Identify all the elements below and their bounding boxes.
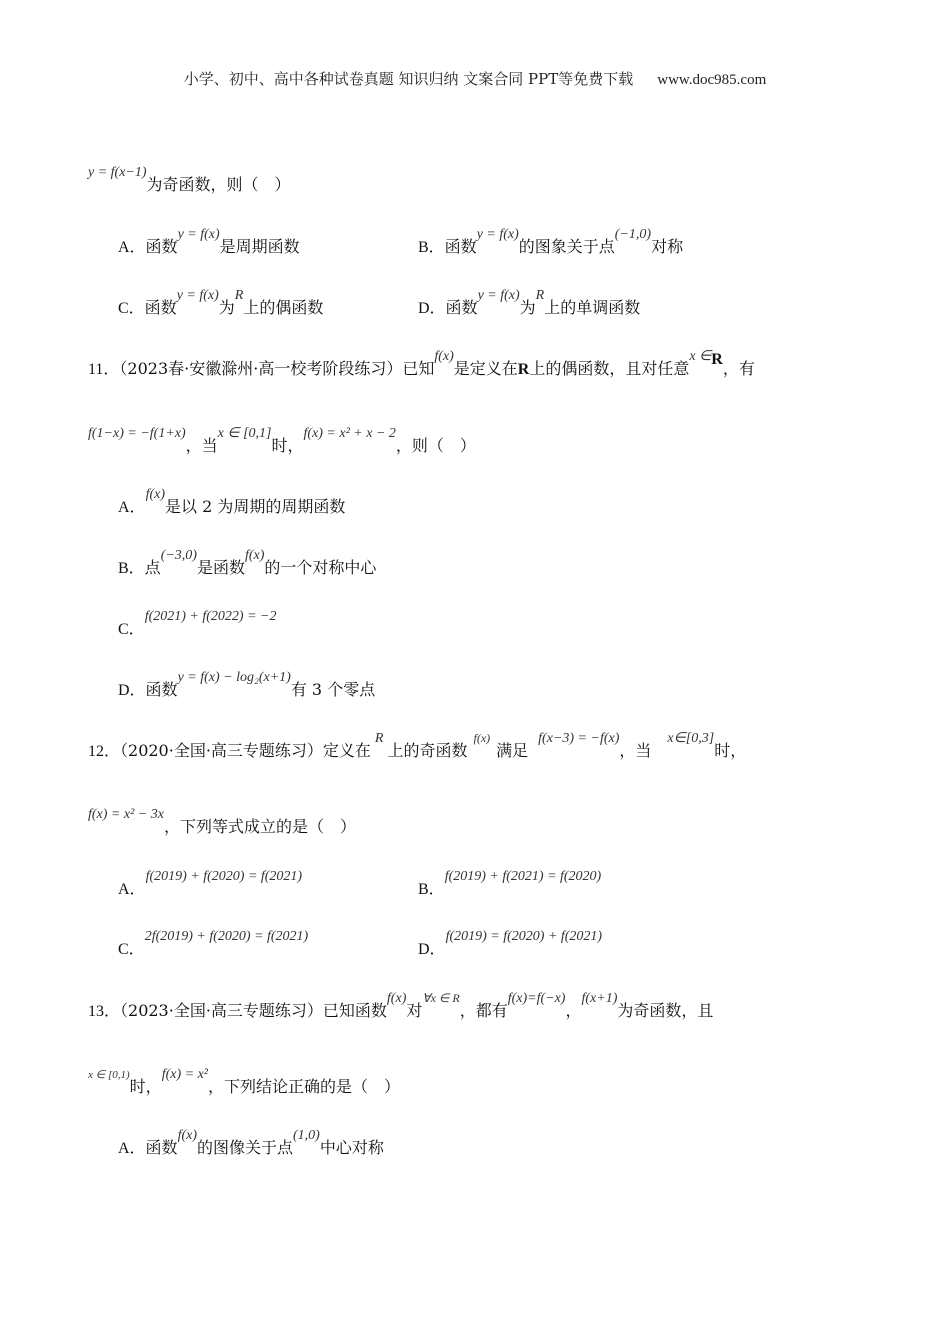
option-text: 为 bbox=[218, 298, 235, 317]
inline-math: f(x) bbox=[473, 731, 491, 745]
q10-option-b[interactable] bbox=[418, 227, 684, 257]
option-text: 为 bbox=[519, 298, 536, 317]
stem-text: ，下列结论正确的是（ ） bbox=[207, 1077, 400, 1096]
stem-text: 为奇函数，且 bbox=[617, 1001, 714, 1020]
q13-stem-line1 bbox=[88, 991, 714, 1021]
q11-option-a[interactable] bbox=[118, 487, 346, 517]
q10-option-a[interactable] bbox=[118, 227, 300, 257]
q10-stem bbox=[88, 165, 291, 195]
q11-option-c[interactable] bbox=[118, 609, 277, 639]
option-math: y = f(x) − log₂(x+1) bbox=[177, 670, 291, 685]
option-math: f(2021) + f(2022) = −2 bbox=[144, 609, 277, 624]
question-source: （2023·全国·高三专题练习）已知函数 bbox=[120, 1001, 387, 1020]
option-label: C． bbox=[118, 941, 145, 958]
inline-math: f(x)=f(−x) bbox=[507, 991, 566, 1006]
option-text: 的图像关于点 bbox=[197, 1138, 294, 1157]
inline-math: f(x) = x² + x − 2 bbox=[303, 426, 396, 441]
question-number: 11． bbox=[88, 361, 120, 378]
header-url[interactable]: www.doc985.com bbox=[657, 72, 767, 88]
stem-text: 是定义在 bbox=[453, 359, 518, 378]
option-math: 2f(2019) + f(2020) = f(2021) bbox=[144, 929, 309, 944]
stem-text: 满足 bbox=[496, 741, 529, 760]
option-label: A． bbox=[118, 499, 146, 516]
option-text: 中心对称 bbox=[319, 1138, 384, 1157]
option-text: 的图象关于点 bbox=[518, 237, 615, 256]
option-math: R bbox=[535, 288, 545, 303]
q10-option-c[interactable] bbox=[118, 288, 324, 318]
stem-text: 对 bbox=[406, 1001, 423, 1020]
option-math: f(2019) + f(2021) = f(2020) bbox=[444, 869, 602, 884]
option-label: C． bbox=[118, 621, 145, 638]
bold-R: R bbox=[517, 361, 530, 378]
option-text: 对称 bbox=[651, 237, 684, 256]
option-math: (−1,0) bbox=[614, 227, 652, 242]
inline-math: f(x) bbox=[386, 991, 407, 1006]
stem-text: ，当 bbox=[619, 741, 652, 760]
option-label: D．函数 bbox=[118, 682, 178, 699]
inline-math: x ∈ [0,1] bbox=[217, 426, 272, 441]
inline-math: f(x) = x² bbox=[161, 1067, 208, 1082]
option-text: 的一个对称中心 bbox=[264, 558, 377, 577]
option-math: f(x) bbox=[177, 1128, 197, 1143]
option-label: A．函数 bbox=[118, 239, 178, 256]
option-math: y = f(x) bbox=[176, 288, 219, 303]
stem-text: ，当 bbox=[185, 436, 218, 455]
question-source: （2020·全国·高三专题练习）定义在 bbox=[120, 741, 371, 760]
stem-text: 上的偶函数，且对任意 bbox=[529, 359, 690, 378]
option-math: y = f(x) bbox=[476, 227, 519, 242]
option-label: B．函数 bbox=[418, 239, 477, 256]
q12-option-a[interactable] bbox=[118, 869, 303, 899]
option-text: 有 3 个零点 bbox=[290, 680, 376, 699]
stem-text: 时， bbox=[714, 741, 747, 760]
option-math: y = f(x) bbox=[477, 288, 520, 303]
question-source: （2023春·安徽滁州·高一校考阶段练习）已知 bbox=[119, 359, 435, 378]
option-text: 上的偶函数 bbox=[243, 298, 324, 317]
option-label: C．函数 bbox=[118, 300, 177, 317]
stem-text: 时， bbox=[129, 1077, 162, 1096]
option-math: (−3,0) bbox=[160, 548, 197, 563]
q10-stem-math: y = f(x−1) bbox=[88, 165, 147, 180]
option-math: R bbox=[234, 288, 244, 303]
question-number: 13． bbox=[88, 1003, 121, 1020]
option-math: f(x) bbox=[244, 548, 265, 563]
inline-math: f(x+1) bbox=[581, 991, 618, 1006]
stem-text: ，则（ ） bbox=[395, 436, 476, 455]
inline-math: f(x) = x² − 3x bbox=[88, 807, 164, 822]
option-math: y = f(x) bbox=[177, 227, 220, 242]
header-text: 小学、初中、高中各种试卷真题 知识归纳 文案合同 PPT等免费下载 bbox=[183, 70, 634, 88]
option-label: D．函数 bbox=[418, 300, 478, 317]
inline-math: x ∈ [0,1) bbox=[88, 1069, 130, 1081]
stem-text: ， bbox=[565, 1001, 582, 1020]
q11-option-d[interactable] bbox=[118, 670, 376, 700]
stem-text: ，有 bbox=[722, 359, 755, 378]
inline-math: x∈[0,3] bbox=[667, 731, 715, 746]
option-label: D． bbox=[418, 941, 446, 958]
option-math: f(2019) + f(2020) = f(2021) bbox=[145, 869, 303, 884]
q13-option-a[interactable] bbox=[118, 1128, 384, 1158]
option-label: B． bbox=[418, 881, 445, 898]
option-math: f(2019) = f(2020) + f(2021) bbox=[445, 929, 603, 944]
q11-stem-line2 bbox=[88, 426, 476, 456]
q12-stem-line2 bbox=[88, 807, 356, 837]
page-header bbox=[0, 68, 950, 89]
q12-option-d[interactable] bbox=[418, 929, 603, 959]
option-text: 是周期函数 bbox=[219, 237, 300, 256]
option-label: A．函数 bbox=[118, 1140, 178, 1157]
q12-option-c[interactable] bbox=[118, 929, 309, 959]
option-label: B．点 bbox=[118, 560, 161, 577]
option-text: 是以 2 为周期的周期函数 bbox=[165, 497, 346, 516]
inline-math: f(x) bbox=[434, 349, 454, 364]
stem-text: 上的奇函数 bbox=[387, 741, 468, 760]
bold-R: R bbox=[711, 351, 723, 368]
stem-text: 时， bbox=[271, 436, 304, 455]
inline-math: f(1−x) = −f(1+x) bbox=[88, 426, 186, 441]
option-text: 上的单调函数 bbox=[544, 298, 641, 317]
inline-math: R bbox=[374, 731, 384, 746]
stem-text: ，下列等式成立的是（ ） bbox=[163, 817, 356, 836]
q10-option-d[interactable] bbox=[418, 288, 641, 318]
inline-math: f(x−3) = −f(x) bbox=[538, 731, 620, 746]
q13-stem-line2 bbox=[88, 1067, 400, 1097]
option-label: A． bbox=[118, 881, 146, 898]
q11-option-b[interactable] bbox=[118, 548, 377, 578]
option-math: (1,0) bbox=[293, 1128, 320, 1143]
q12-stem-line1 bbox=[88, 731, 747, 761]
option-text: 是函数 bbox=[196, 558, 245, 577]
q10-stem-text: 为奇函数，则（ ） bbox=[146, 175, 291, 194]
question-number: 12． bbox=[88, 743, 121, 760]
q12-option-b[interactable] bbox=[418, 869, 602, 899]
option-math: f(x) bbox=[145, 487, 165, 502]
inline-math: ∀x ∈ R bbox=[422, 991, 460, 1005]
q11-stem-line1 bbox=[88, 349, 755, 379]
stem-text: ，都有 bbox=[459, 1001, 508, 1020]
inline-math: x ∈ bbox=[689, 349, 712, 364]
